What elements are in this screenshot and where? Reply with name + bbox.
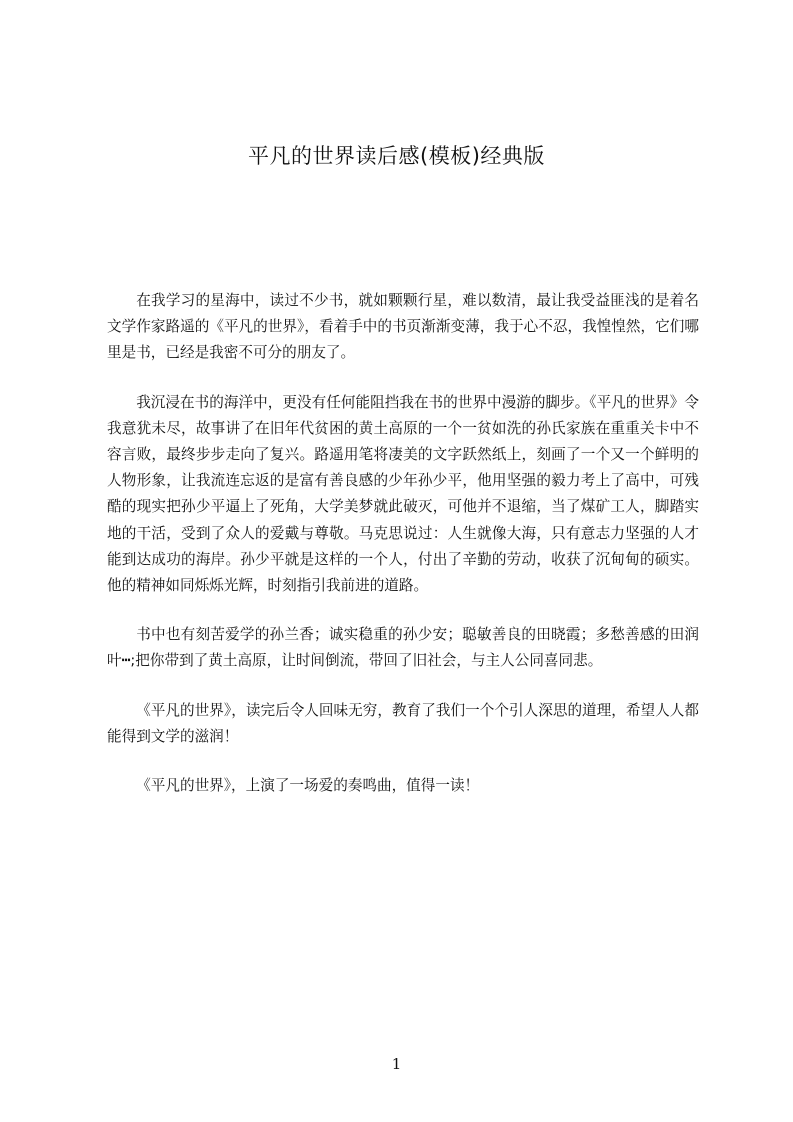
paragraph-2: 我沉浸在书的海洋中，更没有任何能阻挡我在书的世界中漫游的脚步。《平凡的世界》令我意犹未尽，故事讲了在旧年代贫困的黄土高原的一个一贫如洗的孙氏家族在重重关卡中不容言败，最终步步走向了复兴。路遥用笔将凄美的文字跃然纸上，刻画了一个又一个鲜明的人物形象，让我流连忘返的是富有善良感的少年孙少平，他用坚强的毅力考上了高中，可残酷的现实把孙少平逼上了死角，大学美梦就此破灭，可他并不退缩，当了煤矿工人，脚踏实地的干活，受到了众人的爱戴与尊敬。马克思说过：人生就像大海，只有意志力坚强的人才能到达成功的海岸。孙少平就是这样的一个人，付出了辛勤的劳动，收获了沉甸甸的硕实。他的精神如同烁烁光辉，时刻指引我前进的道路。	[107, 393, 699, 595]
paragraph-4: 《平凡的世界》，读完后令人回味无穷，教育了我们一个个引人深思的道理，希望人人都能得到文学的滋润！	[107, 701, 699, 745]
document-title: 平凡的世界读后感(模板)经典版	[248, 144, 545, 168]
paragraph-5: 《平凡的世界》，上演了一场爱的奏鸣曲，值得一读！	[136, 777, 480, 795]
paragraph-1: 在我学习的星海中，读过不少书，就如颗颗行星，难以数清，最让我受益匪浅的是着名文学作家路遥的《平凡的世界》，看着手中的书页渐渐变薄，我于心不忍，我惶惶然，它们哪里是书，已经是我密不可分的朋友了。	[107, 292, 699, 362]
document-body	[107, 288, 699, 822]
paragraph-3: 书中也有刻苦爱学的孙兰香；诚实稳重的孙少安；聪敏善良的田晓霞；多愁善感的田润叶┅;把你带到了黄土高原，让时间倒流，带回了旧社会，与主人公同喜同悲。	[107, 626, 699, 670]
page-number: 1	[391, 1055, 402, 1073]
